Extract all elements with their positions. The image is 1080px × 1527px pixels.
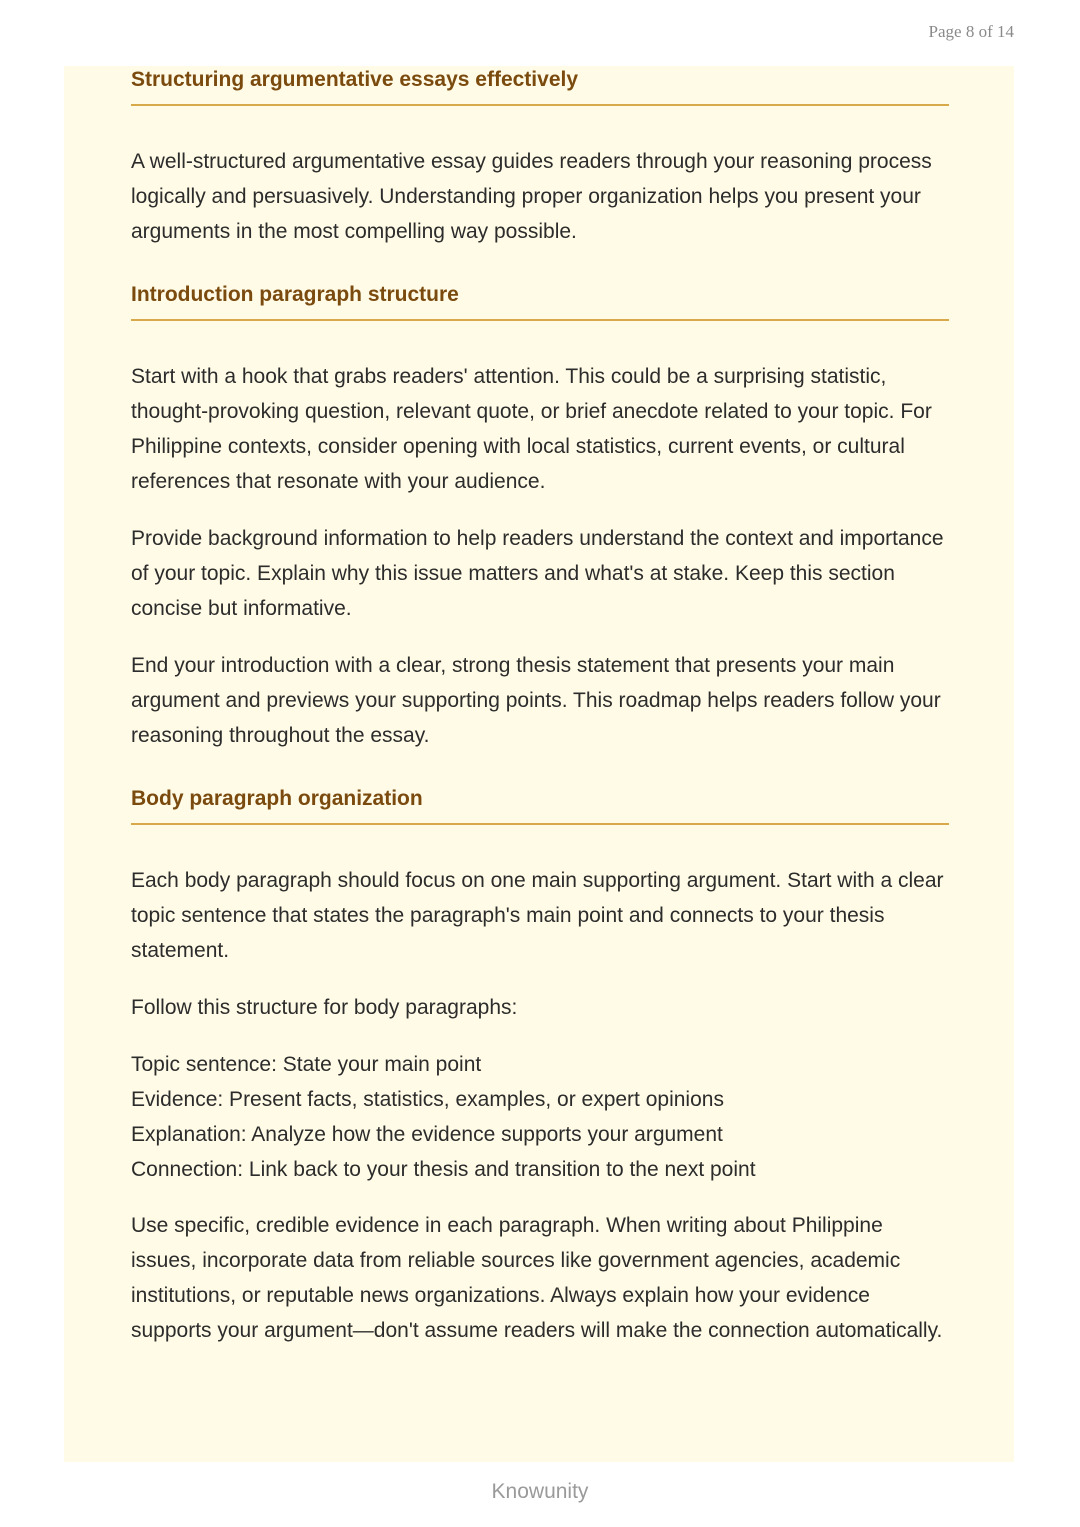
section-heading-introduction: Introduction paragraph structure bbox=[131, 283, 459, 306]
list-item: Topic sentence: State your main point bbox=[131, 1053, 482, 1076]
document-content bbox=[131, 66, 949, 1370]
paragraph: Use specific, credible evidence in each paragraph. When writing about Philippine issues, incorporate data from reliable sources like government agencies, academic institutions, or reputable news organizations. Always explain how your evidence supports your argument—don't assume readers will make the connection automatically. bbox=[131, 1214, 943, 1342]
paragraph: Follow this structure for body paragraphs: bbox=[131, 996, 518, 1019]
paragraph: End your introduction with a clear, strong thesis statement that presents your main argument and previews your supporting points. This roadmap helps readers follow your reasoning throughout the essay. bbox=[131, 654, 941, 747]
document-card bbox=[64, 66, 1014, 1462]
paragraph: A well-structured argumentative essay guides readers through your reasoning process logically and persuasively. Understanding proper organization helps you present your arguments in the most compelling way possible. bbox=[131, 150, 932, 243]
heading-divider bbox=[131, 823, 949, 825]
paragraph: Start with a hook that grabs readers' attention. This could be a surprising statistic, thought-provoking question, relevant quote, or brief anecdote related to your topic. For Philippine contexts, consider opening with local statistics, current events, or cultural references that resonate with your audience. bbox=[131, 365, 932, 493]
paragraph: Each body paragraph should focus on one main supporting argument. Start with a clear topic sentence that states the paragraph's main point and connects to your thesis statement. bbox=[131, 869, 944, 962]
section-heading-body: Body paragraph organization bbox=[131, 787, 423, 810]
page-number: Page 8 of 14 bbox=[928, 22, 1014, 41]
list-item: Connection: Link back to your thesis and transition to the next point bbox=[131, 1158, 756, 1181]
list-item: Evidence: Present facts, statistics, examples, or expert opinions bbox=[131, 1088, 724, 1111]
section-heading-structuring: Structuring argumentative essays effectively bbox=[131, 68, 579, 91]
footer-brand: Knowunity bbox=[491, 1480, 589, 1503]
list-item: Explanation: Analyze how the evidence supports your argument bbox=[131, 1123, 723, 1146]
heading-divider bbox=[131, 319, 949, 321]
paragraph: Provide background information to help readers understand the context and importance of your topic. Explain why this issue matters and what's at stake. Keep this section concise but informative. bbox=[131, 527, 944, 620]
body-structure-list bbox=[131, 1047, 949, 1187]
heading-divider bbox=[131, 104, 949, 106]
